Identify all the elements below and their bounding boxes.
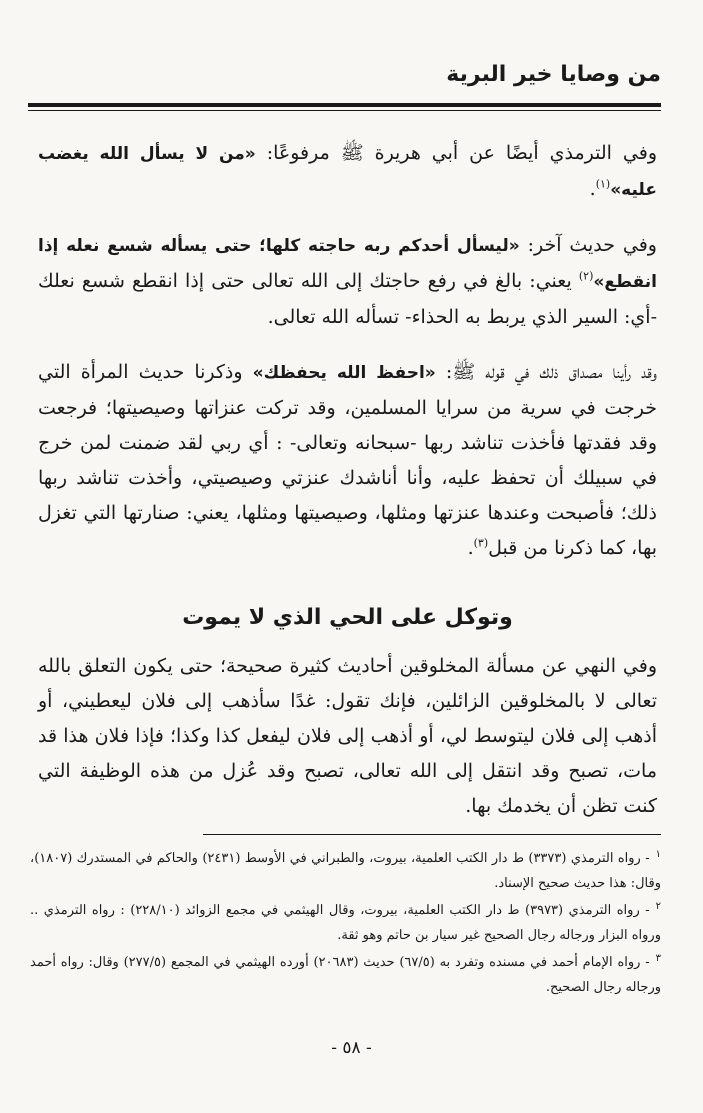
hadith-quote-2: «ليسأل أحدكم ربه حاجته كلها؛ حتى يسأله شسع نعله إذا انقطع» xyxy=(38,236,657,292)
footnote-ref-3[interactable]: (٣) xyxy=(473,536,489,550)
footnote-number: ٢ xyxy=(655,900,661,912)
paragraph-3-tail: . xyxy=(467,537,474,559)
footnote-number: ٣ xyxy=(655,952,661,964)
footnote-2 xyxy=(30,898,661,948)
running-header: من وصايا خير البرية xyxy=(446,62,661,87)
header-rule-thin xyxy=(28,110,661,111)
hadith-quote-3: «احفظ الله يحفظك» xyxy=(252,363,436,383)
paragraph-2 xyxy=(38,228,657,335)
main-text xyxy=(38,136,657,844)
footnotes xyxy=(30,846,661,1002)
footnote-text: - رواه الترمذي (٣٣٧٣) ط دار الكتب العلمية، بيروت، والطبراني في الأوسط (٢٤٣١) والحاكم في المستدرك (١٨٠٧)، وقال: هذا حديث صحيح الإسناد. xyxy=(30,851,661,891)
paragraph-2-lead: وفي حديث آخر: xyxy=(519,234,657,256)
paragraph-1-tail: . xyxy=(589,178,596,200)
paragraph-1-lead: وفي الترمذي أيضًا عن أبي هريرة ﷺ مرفوعًا: xyxy=(255,142,657,164)
hadith-quote-1: «من لا يسأل الله يغضب عليه» xyxy=(38,144,657,200)
header-rule-thick xyxy=(28,103,661,107)
paragraph-3-text: وذكرنا حديث المرأة التي خرجت في سرية من سرايا المسلمين، وقد تركت عنزاتها وصيصيتها؛ فرجعت وقد فقدتها فأخذت تناشد ربها -سبحانه وتعالى- : أي ربي لقد ضمنت لمن خرج في سبيلك أن تحفظ عليه، وأنا أناشدك عنزتي وصيصيتي، وأخذت تناشد ربها ذلك؛ فأصبحت وعندها عنزتها ومثلها، وصيصيتها ومثلها، يعني: صنارتها التي تغزل بها، كما ذكرنا من قبل xyxy=(38,361,657,559)
footnote-text: - رواه الترمذي (٣٩٧٣) ط دار الكتب العلمية، بيروت، وقال الهيثمي في مجمع الزوائد (٢٢٨/١٠) : رواه الترمذي .. ورواه البزار ورجاله رجال الصحيح غير سيار بن حاتم وهو ثقة. xyxy=(30,903,661,943)
footnote-ref-1[interactable]: (١) xyxy=(595,177,611,191)
footnote-number: ١ xyxy=(655,848,661,860)
footnote-ref-2[interactable]: (٢) xyxy=(578,269,594,283)
footnote-3 xyxy=(30,950,661,1000)
paragraph-2-tail: يعني: بالغ في رفع حاجتك إلى الله تعالى حتى إذا انقطع شسع نعلك -أي: السير الذي يربط به الحذاء- تسأله الله تعالى. xyxy=(38,270,657,328)
paragraph-1 xyxy=(38,136,657,208)
paragraph-3-lead: وقد رأينا مصداق ذلك في قوله ﷺ: xyxy=(435,361,657,383)
paragraph-3 xyxy=(38,355,657,566)
page-number: - ٥٨ - xyxy=(331,1038,372,1058)
footnote-separator xyxy=(203,834,661,835)
footnote-1 xyxy=(30,846,661,896)
section-title: وتوكل على الحي الذي لا يموت xyxy=(182,605,513,630)
footnote-text: - رواه الإمام أحمد في مسنده وتفرد به (٦٧/٥) حديث (٢٠٦٨٣) أورده الهيثمي في المجمع (٢٧٧/٥) وقال: رواه أحمد ورجاله رجال الصحيح. xyxy=(30,955,661,995)
paragraph-4: وفي النهي عن مسألة المخلوقين أحاديث كثيرة صحيحة؛ حتى يكون التعلق بالله تعالى لا بالمخلوقين الزائلين، فإنك تقول: غدًا سأذهب إلى فلان ليعطيني، أو أذهب إلى فلان ليتوسط لي، أو أذهب إلى فلان ليفعل كذا وكذا؛ فإذا فلان هذا قد مات، تصبح وقد انتقل إلى الله تعالى، تصبح وقد عُزل من هذه الوظيفة التي كنت تظن أن يخدمك بها. xyxy=(38,655,657,817)
